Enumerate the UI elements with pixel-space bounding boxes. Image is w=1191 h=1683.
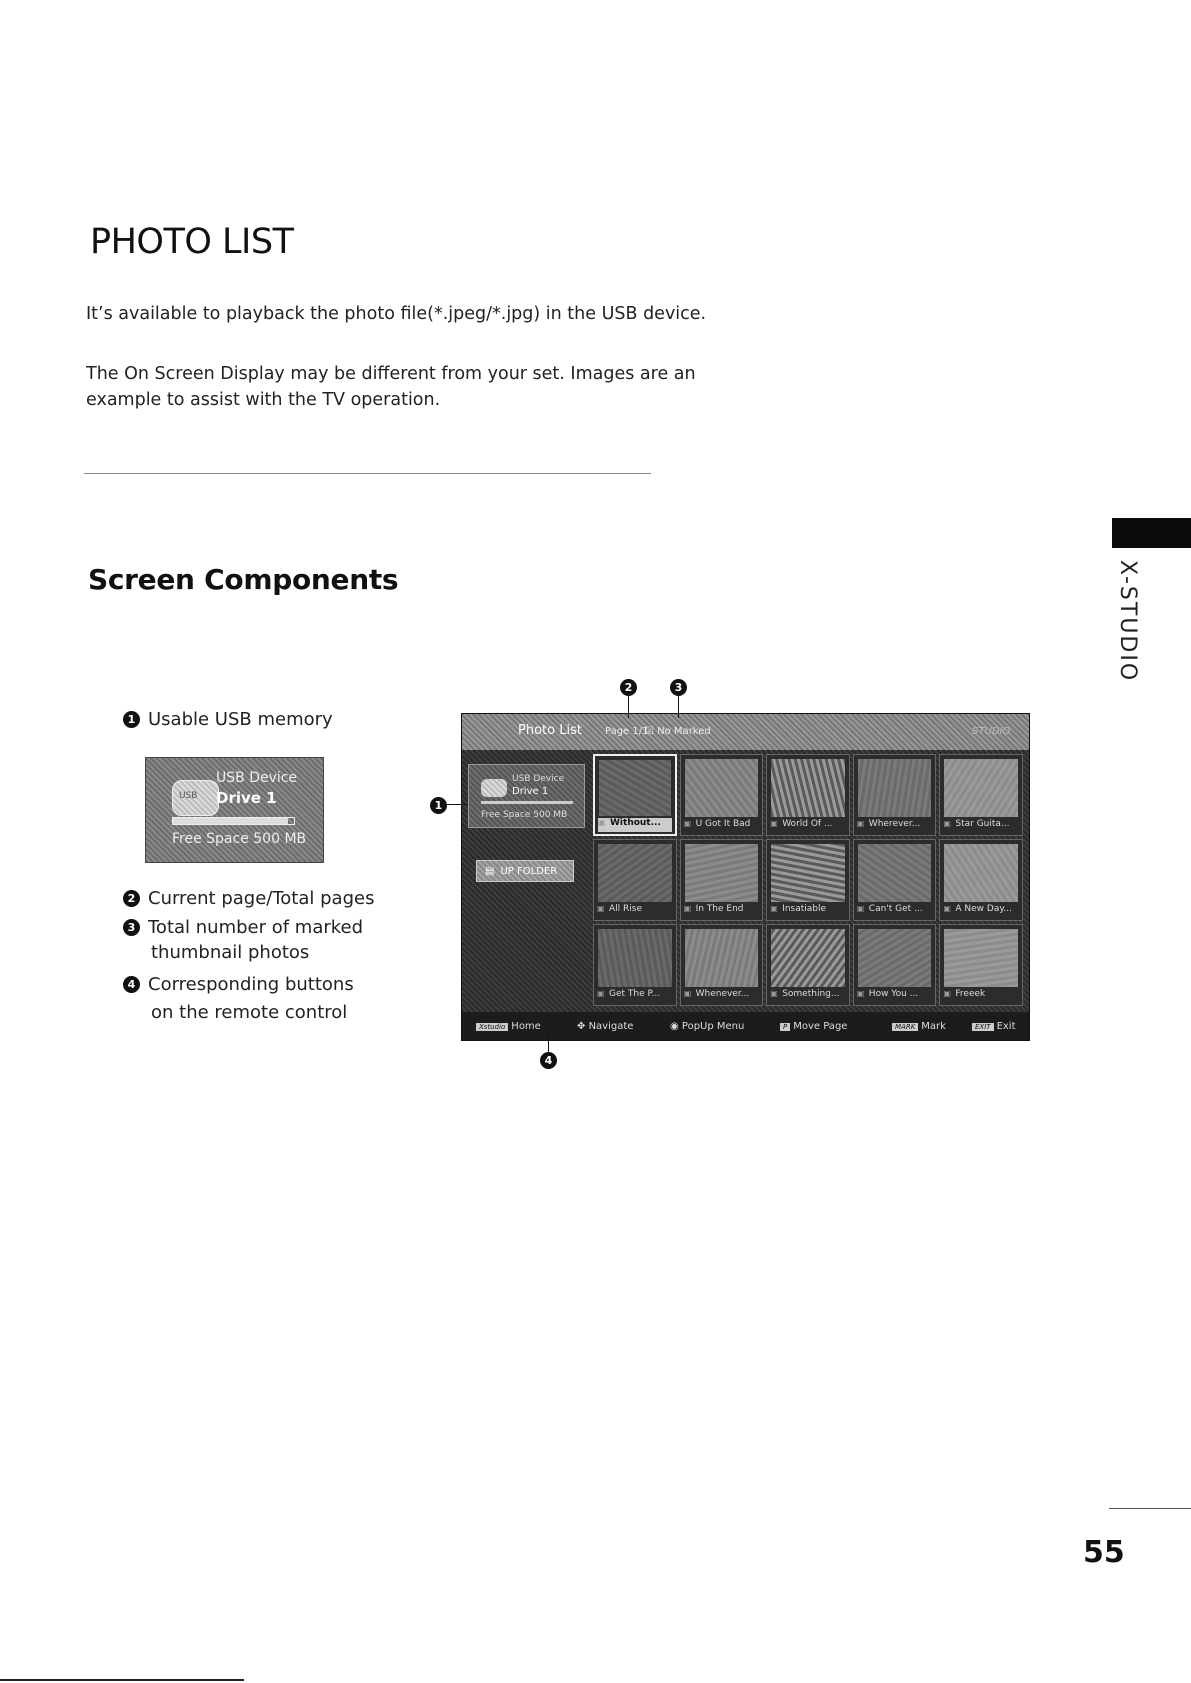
photo-thumbnail[interactable] [680, 839, 764, 921]
callout-line [678, 696, 679, 718]
legend-item-3 [123, 915, 363, 941]
photo-caption: ▣ Wherever... [857, 819, 933, 833]
usage-bar [481, 801, 573, 804]
photo-caption: ▣ U Got It Bad [684, 819, 760, 833]
photo-image [944, 844, 1018, 902]
legend-item-2 [123, 886, 374, 912]
photo-caption: ▣ All Rise [597, 904, 673, 918]
photo-image [598, 844, 672, 902]
usb-device-label: USB Device [216, 770, 298, 786]
callout-3: 3 [670, 679, 687, 696]
photo-image [771, 929, 845, 987]
usb-memory-panel [145, 757, 324, 863]
navigate-icon: ✥ [577, 1021, 589, 1032]
screen-sidebar [466, 754, 586, 1006]
intro-text: It’s available to playback the photo file(*.jpeg/*.jpg) in the USB device. [86, 304, 707, 324]
usb-device-card[interactable] [468, 764, 585, 828]
section-heading: Screen Components [88, 563, 399, 596]
photo-caption: ▣ Freeek [943, 989, 1019, 1003]
navigate-hint[interactable]: ✥ Navigate [577, 1021, 634, 1032]
callout-number: 2 [123, 890, 140, 907]
brand-logo: STUDIO [972, 726, 1011, 737]
photo-image [944, 929, 1018, 987]
legend-item-1 [123, 707, 333, 733]
side-tab-label: X-STUDIO [1115, 560, 1140, 683]
legend-text: Current page/Total pages [148, 888, 375, 909]
photo-caption: ▣ Can't Get ... [857, 904, 933, 918]
exit-hint[interactable]: EXIT Exit [972, 1021, 1016, 1032]
photo-list-screen [461, 713, 1030, 1041]
photo-thumbnail[interactable] [680, 754, 764, 836]
photo-thumbnail[interactable] [853, 754, 937, 836]
usb-drive-icon: USB [172, 780, 219, 816]
photo-image [599, 760, 671, 816]
callout-2: 2 [620, 679, 637, 696]
photo-thumbnail[interactable] [853, 924, 937, 1006]
photo-thumbnail[interactable] [593, 839, 677, 921]
photo-caption: ▣ Something... [770, 989, 846, 1003]
photo-thumbnail[interactable] [766, 839, 850, 921]
marked-count: ☑ No Marked [645, 726, 711, 737]
legend-text-cont: thumbnail photos [151, 942, 310, 963]
note-line-1: The On Screen Display may be different from your set. Images are an [86, 364, 696, 384]
popup-menu-hint[interactable]: ◉ PopUp Menu [670, 1021, 745, 1032]
photo-thumbnail[interactable] [939, 754, 1023, 836]
photo-image [771, 759, 845, 817]
up-folder-button[interactable] [476, 860, 574, 882]
callout-line [446, 804, 468, 805]
free-space-label: Free Space 500 MB [481, 810, 568, 820]
photo-image [685, 844, 759, 902]
photo-image [858, 929, 932, 987]
photo-thumbnail[interactable] [766, 924, 850, 1006]
home-hint[interactable]: Xstudio Home [476, 1021, 541, 1032]
photo-caption: ▣ Get The P... [597, 989, 673, 1003]
photo-image [858, 844, 932, 902]
callout-4: 4 [540, 1052, 557, 1069]
photo-thumbnail[interactable] [939, 839, 1023, 921]
photo-thumbnail[interactable] [766, 754, 850, 836]
photo-image [685, 759, 759, 817]
move-page-hint[interactable]: P Move Page [780, 1021, 847, 1032]
page-number-rule [1109, 1508, 1191, 1509]
page-number: 55 [1083, 1535, 1125, 1570]
note-line-2: example to assist with the TV operation. [86, 390, 441, 410]
screen-header [462, 714, 1029, 750]
bottom-rule [0, 1679, 244, 1681]
photo-image [771, 844, 845, 902]
mark-hint[interactable]: MARK Mark [892, 1021, 946, 1032]
drive-label: Drive 1 [216, 789, 277, 807]
legend-item-4 [123, 972, 354, 998]
usage-bar [172, 817, 295, 825]
photo-image [685, 929, 759, 987]
photo-caption: ▣ Whenever... [684, 989, 760, 1003]
legend-text: Usable USB memory [148, 709, 333, 730]
usb-drive-icon [481, 779, 507, 797]
photo-thumbnail[interactable] [853, 839, 937, 921]
usb-device-label: USB Device [512, 774, 565, 784]
page-title: PHOTO LIST [90, 222, 294, 262]
callout-line [628, 696, 629, 718]
callout-number: 3 [123, 919, 140, 936]
page-indicator: Page 1/1 [605, 726, 649, 737]
photo-thumbnail[interactable] [593, 924, 677, 1006]
photo-image [598, 929, 672, 987]
photo-caption: ▣ World Of ... [770, 819, 846, 833]
callout-line [548, 1030, 549, 1052]
ok-icon: ◉ [670, 1021, 682, 1032]
callout-1: 1 [430, 797, 447, 814]
legend-text-cont: on the remote control [151, 1002, 348, 1023]
photo-caption: ▣ Without... [598, 818, 672, 832]
photo-caption: ▣ Insatiable [770, 904, 846, 918]
photo-image [944, 759, 1018, 817]
legend-text: Total number of marked [148, 917, 364, 938]
photo-caption: ▣ In The End [684, 904, 760, 918]
divider [84, 473, 651, 474]
photo-image [858, 759, 932, 817]
photo-thumbnail[interactable] [939, 924, 1023, 1006]
free-space-label: Free Space 500 MB [172, 831, 307, 847]
drive-label: Drive 1 [512, 786, 549, 797]
thumbnail-grid [593, 754, 1023, 1006]
side-tab-marker [1112, 518, 1191, 548]
photo-caption: ▣ A New Day... [943, 904, 1019, 918]
photo-caption: ▣ Star Guita... [943, 819, 1019, 833]
up-folder-label: UP FOLDER [500, 865, 558, 877]
photo-caption: ▣ How You ... [857, 989, 933, 1003]
photo-thumbnail[interactable] [593, 754, 677, 836]
legend-text: Corresponding buttons [148, 974, 354, 995]
folder-icon: ▤ [485, 865, 495, 877]
callout-number: 1 [123, 711, 140, 728]
callout-number: 4 [123, 976, 140, 993]
screen-title: Photo List [518, 723, 582, 738]
photo-thumbnail[interactable] [680, 924, 764, 1006]
